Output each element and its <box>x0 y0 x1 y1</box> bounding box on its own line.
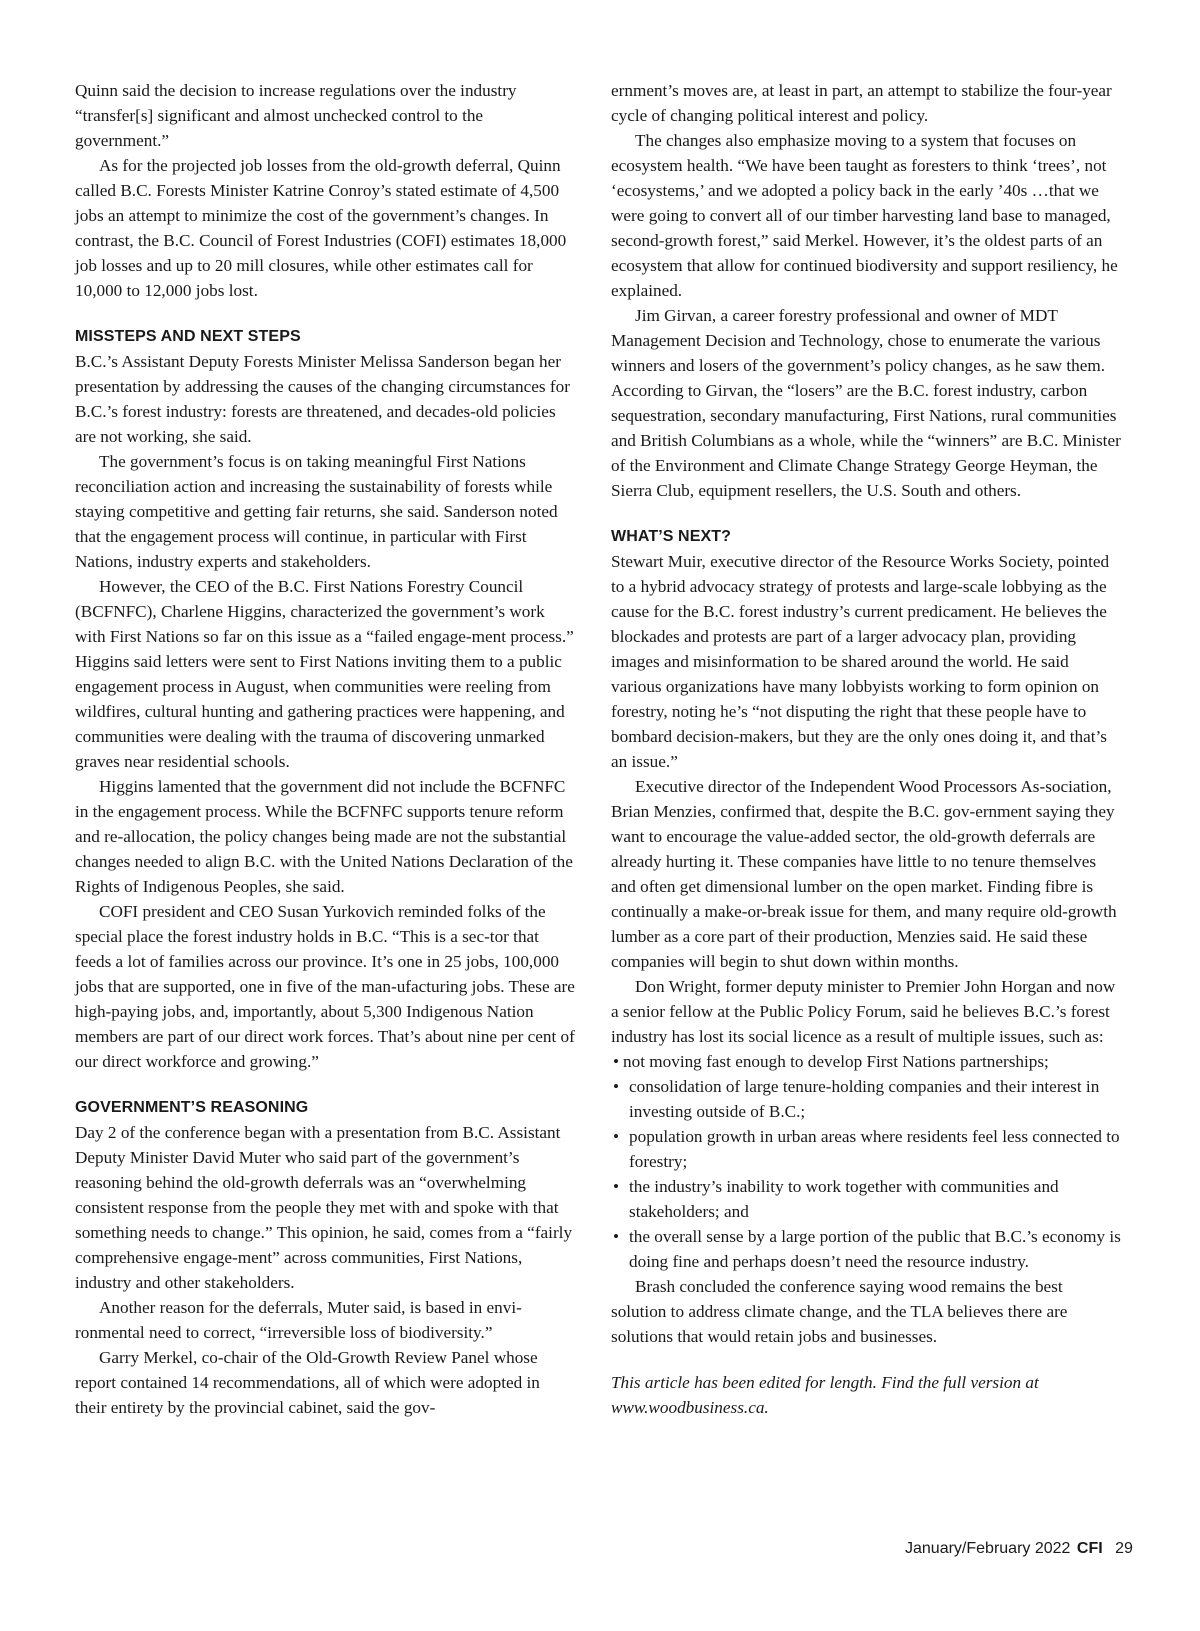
list-item <box>611 1074 1121 1124</box>
paragraph: Higgins lamented that the government did not include the BCFNFC in the engagement process. While the BCFNFC supports tenure reform and re-allocation, the policy changes being made are not the substantial changes needed to align B.C. with the United Nations Declaration of the Rights of Indigenous Peoples, she said. <box>75 777 573 896</box>
list-item <box>611 1124 1121 1174</box>
page-footer <box>905 1538 1133 1560</box>
paragraph: Day 2 of the conference began with a presentation from B.C. Assistant Deputy Minister David Muter who said part of the government’s reasoning behind the old-growth deferrals was an “overwhelming consistent response from the people they met with and spoke with that something needs to change.” This opinion, he said, comes from a “fairly comprehensive engage-ment” across communities, First Nations, industry and other stakeholders. <box>75 1123 573 1292</box>
paragraph: Quinn said the decision to increase regulations over the industry “transfer[s] significant and almost unchecked control to the government.” <box>75 81 517 150</box>
paragraph: Stewart Muir, executive director of the Resource Works Society, pointed to a hybrid advocacy strategy of protests and large-scale lobbying as the cause for the B.C. forest industry’s current predicament. He believes the blockades and protests are part of a larger advocacy plan, providing images and misinformation to be shared around the world. He said various organizations have many lobbyists working to form opinion on forestry, noting he’s “not disputing the right that these people have to bombard decision-makers, but they are the only ones doing it, and that’s an issue.” <box>611 552 1110 771</box>
left-column <box>75 78 575 1420</box>
paragraph: Jim Girvan, a career forestry professional and owner of MDT Management Decision and Technology, chose to enumerate the various winners and losers of the government’s policy changes, as he saw them. According to Girvan, the “losers” are the B.C. forest industry, carbon sequestration, secondary manufacturing, First Nations, rural communities and British Columbians as a whole, while the “winners” are B.C. Minister of the Environment and Climate Change Strategy George Heyman, the Sierra Club, equipment resellers, the U.S. South and others. <box>611 306 1121 500</box>
right-column <box>611 78 1121 1420</box>
section-heading-missteps: MISSTEPS AND NEXT STEPS <box>75 328 301 345</box>
paragraph: Garry Merkel, co-chair of the Old-Growth Review Panel whose report contained 14 recommendations, all of which were adopted in their entirety by the provincial cabinet, said the gov- <box>75 1348 540 1417</box>
bullet-icon: • <box>613 1052 620 1071</box>
paragraph: B.C.’s Assistant Deputy Forests Minister Melissa Sanderson began her presentation by addressing the causes of the changing circumstances for B.C.’s forest industry: forests are threatened, and decades-old policies are not working, she said. <box>75 352 570 446</box>
editor-note: This article has been edited for length. Find the full version at www.woodbusiness.ca. <box>611 1373 1039 1417</box>
bullet-list <box>611 1049 1121 1274</box>
paragraph: Another reason for the deferrals, Muter said, is based in envi-ronmental need to correct, “irreversible loss of biodiversity.” <box>75 1298 522 1342</box>
paragraph: Brash concluded the conference saying wood remains the best solution to address climate change, and the TLA believes there are solutions that would retain jobs and businesses. <box>611 1277 1068 1346</box>
paragraph: However, the CEO of the B.C. First Nations Forestry Council (BCFNFC), Charlene Higgins, characterized the government’s work with First Nations so far on this issue as a “failed engage-ment process.” Higgins said letters were sent to First Nations inviting them to a public engagement process in August, when communities were reeling from wildfires, cultural hunting and gathering practices were happening, and communities were dealing with the trauma of discovering unmarked graves near residential schools. <box>75 577 574 771</box>
bullet-icon: • <box>613 1127 620 1146</box>
paragraph: COFI president and CEO Susan Yurkovich reminded folks of the special place the forest industry holds in B.C. “This is a sec-tor that feeds a lot of families across our province. It’s one in 25 jobs, 100,000 jobs that are supported, one in five of the man-ufacturing jobs. These are high-paying jobs, and, importantly, about 5,300 Indigenous Nation members are part of our direct work forces. That’s about nine per cent of our direct workforce and growing.” <box>75 902 575 1071</box>
paragraph: The government’s focus is on taking meaningful First Nations reconciliation action and increasing the sustainability of forests while staying competitive and getting fair returns, she said. Sanderson noted that the engagement process will continue, in particular with First Nations, industry experts and stakeholders. <box>75 452 558 571</box>
list-item <box>611 1174 1121 1224</box>
section-heading-whats-next: WHAT’S NEXT? <box>611 528 732 545</box>
bullet-icon: • <box>613 1077 620 1096</box>
paragraph: Executive director of the Independent Wood Processors As-sociation, Brian Menzies, confirmed that, despite the B.C. gov-ernment saying they want to encourage the value-added sector, the old-growth deferrals are already hurting it. These companies have little to no tenure themselves and often get dimensional lumber on the open market. Finding fibre is continually a make-or-break issue for them, and many require old-growth lumber as a core part of their production, Menzies said. He said these companies will begin to shut down within months. <box>611 777 1117 971</box>
magazine-name: CFI <box>1076 1540 1103 1557</box>
issue-date: January/February 2022 <box>905 1540 1071 1557</box>
list-item-text: consolidation of large tenure-holding companies and their interest in investing outside of B.C.; <box>629 1077 1100 1121</box>
list-item-text: population growth in urban areas where residents feel less connected to forestry; <box>629 1127 1120 1171</box>
section-heading-government-reasoning: GOVERNMENT’S REASONING <box>75 1099 309 1116</box>
paragraph: Don Wright, former deputy minister to Premier John Horgan and now a senior fellow at the Public Policy Forum, said he believes B.C.’s forest industry has lost its social licence as a result of multiple issues, such as: <box>611 977 1116 1046</box>
page-number: 29 <box>1115 1540 1133 1557</box>
list-item-text: the overall sense by a large portion of the public that B.C.’s economy is doing fine and perhaps doesn’t need the resource industry. <box>629 1227 1121 1271</box>
list-item <box>611 1224 1121 1274</box>
list-item-text: the industry’s inability to work together with communities and stakeholders; and <box>629 1177 1059 1221</box>
paragraph: ernment’s moves are, at least in part, an attempt to stabilize the four-year cycle of changing political interest and policy. <box>611 81 1112 125</box>
paragraph: The changes also emphasize moving to a system that focuses on ecosystem health. “We have been taught as foresters to think ‘trees’, not ‘ecosystems,’ and we adopted a policy back in the early ’40s …that we were going to convert all of our timber harvesting land base to managed, second-growth forest,” said Merkel. However, it’s the oldest parts of an ecosystem that allow for continued biodiversity and support resiliency, he explained. <box>611 131 1118 300</box>
list-item-text: not moving fast enough to develop First Nations partnerships; <box>623 1052 1049 1071</box>
list-item <box>611 1049 1121 1074</box>
bullet-icon: • <box>613 1227 620 1246</box>
paragraph: As for the projected job losses from the old-growth deferral, Quinn called B.C. Forests Minister Katrine Conroy’s stated estimate of 4,500 jobs an attempt to minimize the cost of the government’s changes. In contrast, the B.C. Council of Forest Industries (COFI) estimates 18,000 job losses and up to 20 mill closures, while other estimates call for 10,000 to 12,000 jobs lost. <box>75 156 567 300</box>
bullet-icon: • <box>613 1177 620 1196</box>
